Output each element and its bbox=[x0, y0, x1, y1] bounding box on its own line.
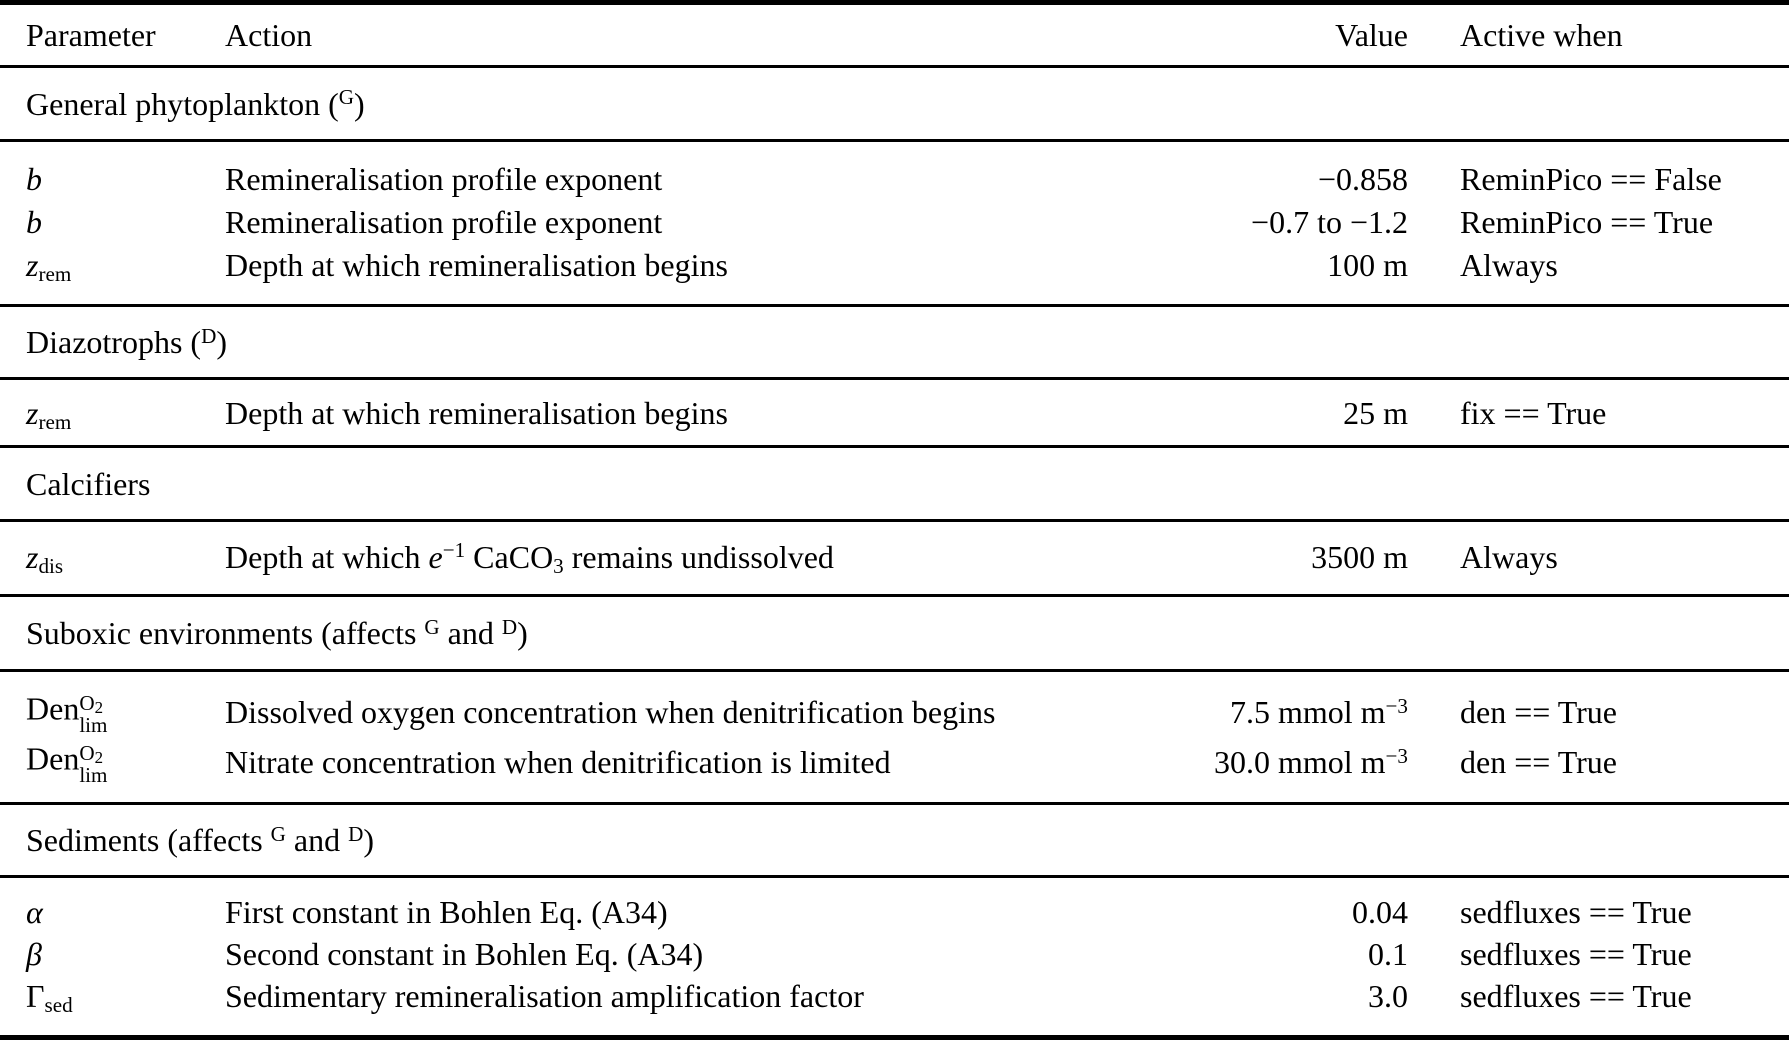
value-cell: 3.0 bbox=[1368, 978, 1408, 1014]
value-cell: −0.7 to −1.2 bbox=[1251, 203, 1408, 240]
value-cell: 100 m bbox=[1327, 246, 1408, 283]
value-cell: 3500 m bbox=[1311, 538, 1408, 575]
parameter-cell: β bbox=[26, 936, 42, 972]
parameter-cell: Γsed bbox=[26, 978, 73, 1018]
action-cell: Depth at which $e^{-1}$ CaCO3 remains undissolved bbox=[225, 538, 834, 578]
section-title-general-phytoplankton: General phytoplankton ($^G$) bbox=[0, 68, 1789, 142]
active-when-cell: ReminPico == False bbox=[1460, 160, 1722, 197]
table-row bbox=[0, 391, 1789, 434]
action-cell: Sedimentary remineralisation amplification factor bbox=[225, 978, 864, 1014]
action-cell: Remineralisation profile exponent bbox=[225, 203, 663, 240]
action-cell: Dissolved oxygen concentration when denitrification begins bbox=[225, 694, 996, 730]
parameter-cell: Den O2 lim bbox=[26, 690, 108, 737]
section-rows-general-phytoplankton bbox=[0, 142, 1789, 307]
active-when-cell: Always bbox=[1460, 246, 1558, 283]
value-cell: 7.5 mmol $m^{-3}$ bbox=[1229, 693, 1408, 730]
parameter-cell: b bbox=[26, 203, 42, 240]
section-rows-sediments bbox=[0, 878, 1789, 1035]
table-row bbox=[0, 200, 1789, 243]
active-when-cell: sedfluxes == True bbox=[1460, 894, 1692, 930]
section-rows-suboxic-environments bbox=[0, 672, 1789, 805]
table-row bbox=[0, 243, 1789, 286]
table-header-row bbox=[0, 5, 1789, 68]
value-cell: 30.0 mmol $m^{-3}$ bbox=[1213, 743, 1408, 780]
action-cell: First constant in Bohlen Eq. (A34) bbox=[225, 894, 668, 930]
value-cell: 25 m bbox=[1343, 394, 1408, 431]
parameter-cell: zrem bbox=[26, 394, 72, 434]
column-header-parameter: Parameter bbox=[26, 17, 156, 53]
section-rows-diazotrophs bbox=[0, 380, 1789, 448]
table-row bbox=[0, 687, 1789, 737]
active-when-cell: den == True bbox=[1460, 744, 1617, 780]
value-cell: −0.858 bbox=[1317, 160, 1408, 197]
action-cell: Depth at which remineralisation begins bbox=[225, 394, 728, 431]
active-when-cell: den == True bbox=[1460, 694, 1617, 730]
parameter-cell: zrem bbox=[26, 246, 72, 286]
table-row bbox=[0, 975, 1789, 1017]
action-cell: Second constant in Bohlen Eq. (A34) bbox=[225, 936, 704, 972]
active-when-cell: sedfluxes == True bbox=[1460, 978, 1692, 1014]
section-title-diazotrophs: Diazotrophs ($^D$) bbox=[0, 307, 1789, 380]
column-header-active-when: Active when bbox=[1460, 17, 1623, 53]
table-row bbox=[0, 157, 1789, 200]
value-cell: 0.1 bbox=[1368, 936, 1408, 972]
table-row bbox=[0, 891, 1789, 933]
table-row bbox=[0, 535, 1789, 578]
active-when-cell: ReminPico == True bbox=[1460, 203, 1714, 240]
parameter-cell: zdis bbox=[26, 538, 64, 578]
active-when-cell: Always bbox=[1460, 538, 1558, 575]
active-when-cell: fix == True bbox=[1460, 394, 1607, 431]
action-cell: Depth at which remineralisation begins bbox=[225, 246, 728, 283]
action-cell: Nitrate concentration when denitrification is limited bbox=[225, 744, 891, 780]
parameter-cell: α bbox=[26, 894, 43, 930]
section-title-suboxic-environments: Suboxic environments (affects $^G$ and $^D$) bbox=[0, 597, 1789, 672]
parameter-cell: Den O2 lim bbox=[26, 740, 108, 787]
section-title-sediments: Sediments (affects $^G$ and $^D$) bbox=[0, 805, 1789, 878]
column-header-action: Action bbox=[225, 17, 313, 53]
table-row bbox=[0, 933, 1789, 975]
parameter-cell: b bbox=[26, 160, 42, 197]
section-rows-calcifiers bbox=[0, 522, 1789, 597]
column-header-value: Value bbox=[1335, 17, 1408, 53]
table-row bbox=[0, 737, 1789, 787]
active-when-cell: sedfluxes == True bbox=[1460, 936, 1692, 972]
action-cell: Remineralisation profile exponent bbox=[225, 160, 663, 197]
section-title-calcifiers: Calcifiers bbox=[0, 448, 1789, 522]
value-cell: 0.04 bbox=[1352, 894, 1408, 930]
